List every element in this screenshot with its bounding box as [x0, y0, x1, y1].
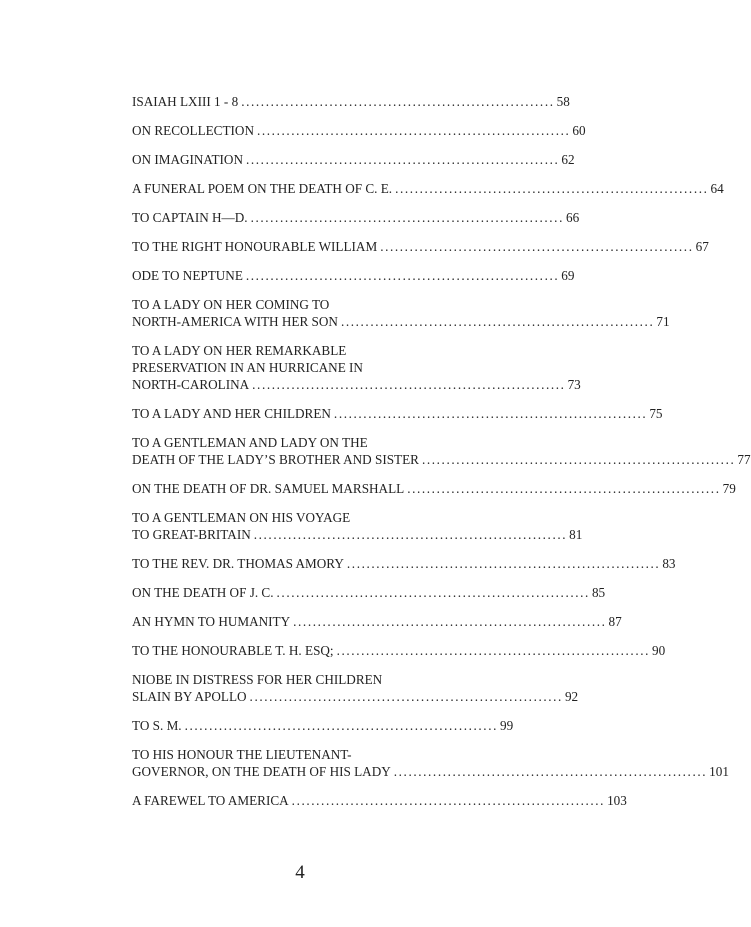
toc-entry-page: 99 [500, 718, 514, 733]
toc-entry-title-line: TO A LADY AND HER CHILDREN [132, 406, 331, 421]
dot-leader: ................................................................ [393, 764, 708, 779]
dot-leader: ................................................................ [253, 527, 568, 542]
dot-leader: ................................................................ [291, 793, 606, 808]
toc-entry-row [132, 763, 729, 780]
toc-entry-title-line: TO S. M. [132, 718, 182, 733]
toc-entry-row [132, 313, 670, 330]
toc-entry-title-line: TO THE RIGHT HONOURABLE WILLIAM [132, 239, 378, 254]
dot-leader: ................................................................ [250, 210, 564, 225]
toc-entry-title-line: TO A LADY ON HER COMING TO [132, 297, 330, 312]
toc-entry-page: 71 [656, 314, 670, 329]
toc-entry-page: 87 [608, 614, 622, 629]
toc-entry-row [132, 405, 663, 422]
dot-leader: ................................................................ [293, 614, 607, 629]
toc-entry-title-line: AN HYMN TO HUMANITY [132, 614, 291, 629]
toc-entry-page: 58 [556, 94, 570, 109]
toc-entry [132, 122, 586, 139]
toc-entry [132, 642, 666, 659]
toc-entry-title-line: TO GREAT-BRITAIN [132, 527, 251, 542]
toc-entry-page: 101 [709, 764, 729, 779]
toc-entry-row [132, 267, 575, 284]
toc-entry-row [132, 180, 724, 197]
toc-entry-page: 83 [662, 556, 676, 571]
toc-entry-row [132, 584, 606, 601]
toc-entry-row [132, 555, 676, 572]
dot-leader: ................................................................ [380, 239, 694, 254]
dot-leader: ................................................................ [245, 152, 560, 167]
toc-entry-row [132, 792, 627, 809]
dot-leader: ................................................................ [245, 268, 560, 283]
toc-entry [132, 296, 670, 330]
toc-entry-title-line: TO HIS HONOUR THE LIEUTENANT- [132, 747, 352, 762]
toc-entry [132, 584, 606, 601]
dot-leader: ................................................................ [333, 406, 648, 421]
dot-leader: ................................................................ [252, 377, 566, 392]
toc-entry-title-line: ON IMAGINATION [132, 152, 243, 167]
toc-entry-title-line: GOVERNOR, ON THE DEATH OF HIS LADY [132, 764, 391, 779]
toc-entry-row [132, 688, 579, 705]
dot-leader: ................................................................ [241, 94, 555, 109]
toc-entry-title-line: A FAREWEL TO AMERICA [132, 793, 289, 808]
toc-entry [132, 180, 724, 197]
toc-entry-page: 90 [652, 643, 666, 658]
toc-entry-page: 81 [569, 527, 583, 542]
toc-entry-page: 85 [591, 585, 606, 600]
toc-entry [132, 555, 676, 572]
toc-entry-title-line: A FUNERAL POEM ON THE DEATH OF C. E. [132, 181, 393, 196]
toc-entry-page: 92 [564, 689, 579, 704]
toc-entry [132, 434, 751, 468]
dot-leader: ................................................................ [407, 481, 721, 496]
toc-entry-title-line: PRESERVATION IN AN HURRICANE IN [132, 360, 363, 375]
toc-entry [132, 405, 663, 422]
toc-entry [132, 267, 575, 284]
toc-entry [132, 480, 736, 497]
toc-entry [132, 238, 709, 255]
toc-entry-row [132, 717, 514, 734]
toc-entry-title-line: ISAIAH LXIII 1 - 8 [132, 94, 239, 109]
toc-entry-title-line: TO A GENTLEMAN ON HIS VOYAGE [132, 510, 351, 525]
toc-entry-title-line: ON RECOLLECTION [132, 123, 254, 138]
toc-entry [132, 342, 581, 393]
toc-entry-row [132, 613, 622, 630]
toc-entry-row [132, 526, 583, 543]
toc-entry-page: 66 [565, 210, 580, 225]
toc-entry [132, 93, 570, 110]
toc-entry-row [132, 480, 736, 497]
toc-entry-row [132, 642, 666, 659]
toc-entry-page: 60 [572, 123, 586, 138]
toc-entry-page: 77 [737, 452, 751, 467]
toc-entry-page: 73 [567, 377, 581, 392]
dot-leader: ................................................................ [336, 643, 651, 658]
toc-entry-page: 62 [561, 152, 575, 167]
toc-entry-title-line: ON THE DEATH OF J. C. [132, 585, 274, 600]
toc-entry [132, 717, 514, 734]
toc-entry [132, 151, 575, 168]
dot-leader: ................................................................ [249, 689, 563, 704]
toc-entry [132, 209, 580, 226]
toc-entry-title-line: SLAIN BY APOLLO [132, 689, 247, 704]
dot-leader: ................................................................ [395, 181, 709, 196]
toc-entry-title-line: TO A LADY ON HER REMARKABLE [132, 343, 347, 358]
toc-entry-page: 75 [649, 406, 663, 421]
toc-entry-page: 79 [722, 481, 736, 496]
toc-entry-row [132, 209, 580, 226]
toc-entry-row [132, 122, 586, 139]
toc-entry-title-line: NORTH-CAROLINA [132, 377, 250, 392]
toc-entry-row [132, 451, 751, 468]
toc-entry-page: 64 [710, 181, 724, 196]
toc-entry [132, 613, 622, 630]
dot-leader: ................................................................ [421, 452, 736, 467]
toc-entry-page: 103 [607, 793, 627, 808]
toc-entry [132, 509, 583, 543]
toc-entry-title-line: TO A GENTLEMAN AND LADY ON THE [132, 435, 368, 450]
dot-leader: ................................................................ [340, 314, 655, 329]
toc-entry-title-line: DEATH OF THE LADY’S BROTHER AND SISTER [132, 452, 419, 467]
dot-leader: ................................................................ [256, 123, 571, 138]
toc-entry [132, 746, 729, 780]
dot-leader: ................................................................ [184, 718, 498, 733]
page-number: 4 [295, 862, 305, 883]
toc-entry-row [132, 93, 570, 110]
toc-entry-title-line: TO CAPTAIN H—D. [132, 210, 248, 225]
toc-entry-row [132, 151, 575, 168]
toc-entry-title-line: NIOBE IN DISTRESS FOR HER CHILDREN [132, 672, 383, 687]
toc-entry-row [132, 238, 709, 255]
toc-entry-row [132, 376, 581, 393]
toc-entry [132, 671, 579, 705]
table-of-contents [132, 93, 751, 821]
toc-entry-title-line: ON THE DEATH OF DR. SAMUEL MARSHALL [132, 481, 405, 496]
toc-entry-title-line: ODE TO NEPTUNE [132, 268, 243, 283]
toc-entry-page: 69 [561, 268, 575, 283]
toc-entry-title-line: TO THE HONOURABLE T. H. ESQ; [132, 643, 334, 658]
toc-entry-title-line: NORTH-AMERICA WITH HER SON [132, 314, 338, 329]
toc-entry-page: 67 [695, 239, 709, 254]
toc-entry-title-line: TO THE REV. DR. THOMAS AMORY [132, 556, 344, 571]
dot-leader: ................................................................ [276, 585, 590, 600]
toc-entry [132, 792, 627, 809]
dot-leader: ................................................................ [346, 556, 661, 571]
